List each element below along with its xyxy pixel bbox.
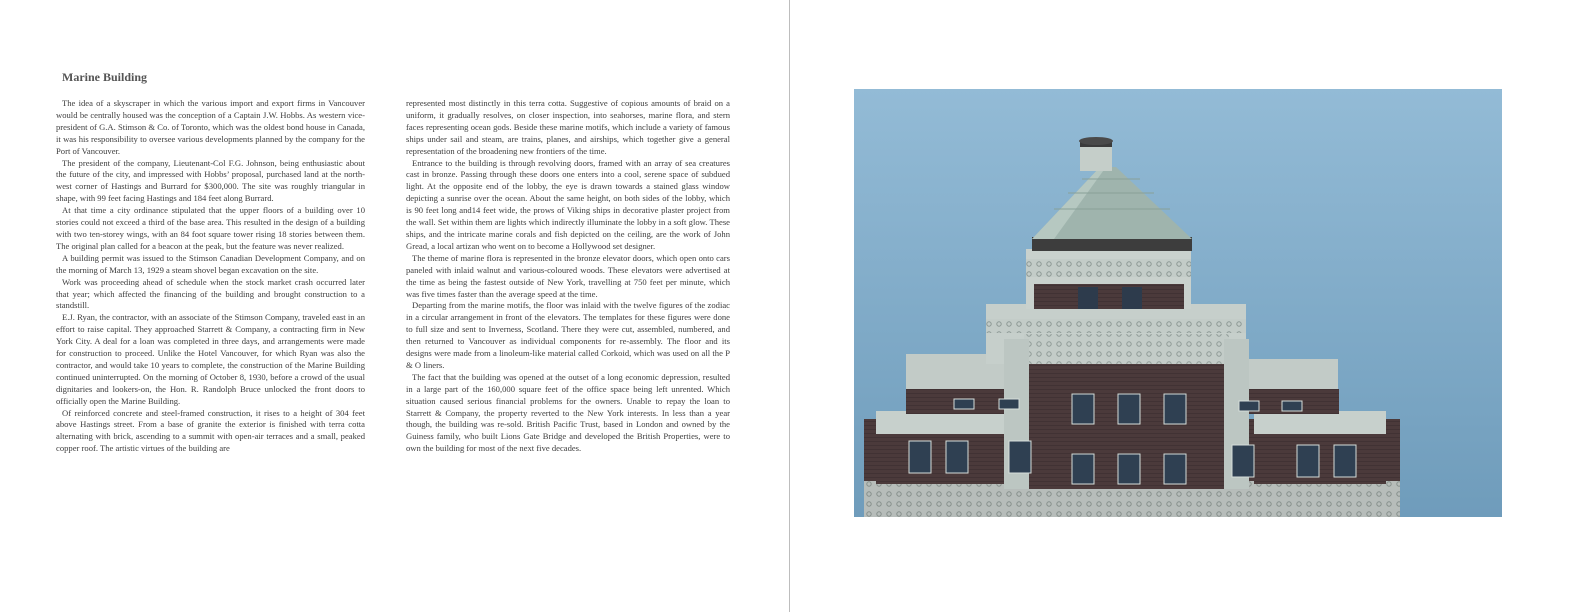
paragraph: Of reinforced concrete and steel-framed construction, it rises to a height of 304 feet above Hastings street. From a base of granite the exterior is finished with terra cotta alternating with brick, ascending to a summit with open-air terraces and a small, peaked copper roof. The artistic virtues of the building are [56,407,365,454]
paragraph: E.J. Ryan, the contractor, with an associate of the Stimson Company, traveled east in an effort to raise capital. They approached Starrett & Company, a contracting firm in New York City. A deal for a loan was completed in three days, and arrangements were made for construction to proceed. Unlike the Hotel Vancouver, for which Ryan was also the contractor, and would take 10 years to complete, the construction of the Marine Building continued uninterrupted. On the morning of October 8, 1930, before a crowd of the usual dignitaries and lookers-on, the Hon. R. Randolph Bruce unlocked the front doors to officially open the Marine Building. [56,312,365,406]
building-illustration [854,89,1502,517]
paragraph: A building permit was issued to the Stimson Canadian Development Company, and on the morning of March 13, 1929 a steam shovel began excavation on the site. [56,252,365,275]
paragraph: The president of the company, Lieutenant-Col F.G. Johnson, being enthusiastic about the future of the city, and impressed with Hobbs’ proposal, purchased land at the north-west corner of Hastings and Burrard for $300,000. The site was roughly triangular in shape, with 99 feet facing Hastings and 184 feet along Burrard. [56,157,365,204]
left-page [0,0,790,612]
right-page [790,0,1584,612]
marine-building-photo [854,89,1502,517]
paragraph: Entrance to the building is through revolving doors, framed with an array of sea creatures cast in bronze. Passing through these doors one enters into a cool, serene space of subdued light. At the opposite end of the lobby, the eye is drawn towards a stained glass window depicting a sunrise over the ocean. About the same height, on both sides of the lobby, which is 90 feet long and14 feet wide, the prows of Viking ships in decorative plaster project from the wall. Set within them are lights which indirectly illuminate the lobby in a soft glow. These ships, and the intricate marine corals and fish depicted on the ceiling, are the work of John Gread, a local artizan who went on to become a Hollywood set designer. [406,157,730,251]
text-column-left [56,98,365,455]
text-column-right [406,98,730,455]
paragraph: The theme of marine flora is represented in the bronze elevator doors, which open onto cars paneled with inlaid walnut and various-coloured woods. These elevators were advertised at the time as being the fastest outside of New York, travelling at 750 feet per minute, which was five times faster than the average speed at the time. [406,252,730,299]
paragraph: Departing from the marine motifs, the floor was inlaid with the twelve figures of the zodiac in a circular arrangement in front of the elevators. The templates for these figures were done to full size and sent to Inverness, Scotland. There they were cut, assembled, numbered, and then returned to Vancouver as individual components for re-assembly. The floor and its designs were made from a linoleum-like material called Corkoid, which was used on all the P & O liners. [406,300,730,370]
paragraph: At that time a city ordinance stipulated that the upper floors of a building over 10 stories could not exceed a third of the base area. This resulted in the design of a building with two ten-storey wings, with an 84 foot square tower rising 18 stories between them. The original plan called for a beacon at the peak, but the feature was never realized. [56,205,365,251]
page-title: Marine Building [62,70,148,84]
paragraph: The idea of a skyscraper in which the various import and export firms in Vancouver would be centrally housed was the conception of a Captain J.W. Hobbs. As western vice-president of G.A. Stimson & Co. of Toronto, which was the oldest bond house in Canada, it was his responsibility to oversee various developments planned by the company for the Port of Vancouver. [56,98,365,156]
paragraph: The fact that the building was opened at the outset of a long economic depression, resulted in a large part of the 160,000 square feet of the office space being left unrented. Which situation caused serious financial problems for the owners. Unable to repay the loan to Starrett & Company, the property reverted to the New York interests. In less than a year though, the building was re-sold. British Pacific Trust, based in London and owned by the Guiness family, who built Lions Gate Bridge and developed the British Properties, were to own the building for most of the next five decades. [406,371,730,454]
paragraph: Work was proceeding ahead of schedule when the stock market crash occurred later that year; which affected the financing of the building and brought construction to a standstill. [56,276,365,311]
paragraph: represented most distinctly in this terra cotta. Suggestive of copious amounts of braid on a uniform, it gradually resolves, on closer inspection, into seahorses, marine flora, and stern faces representing ocean gods. Beside these marine motifs, which include a variety of famous ships under sail and steam, are trains, planes, and airships, which together give a general representation of the broadening new frontiers of the time. [406,98,730,156]
